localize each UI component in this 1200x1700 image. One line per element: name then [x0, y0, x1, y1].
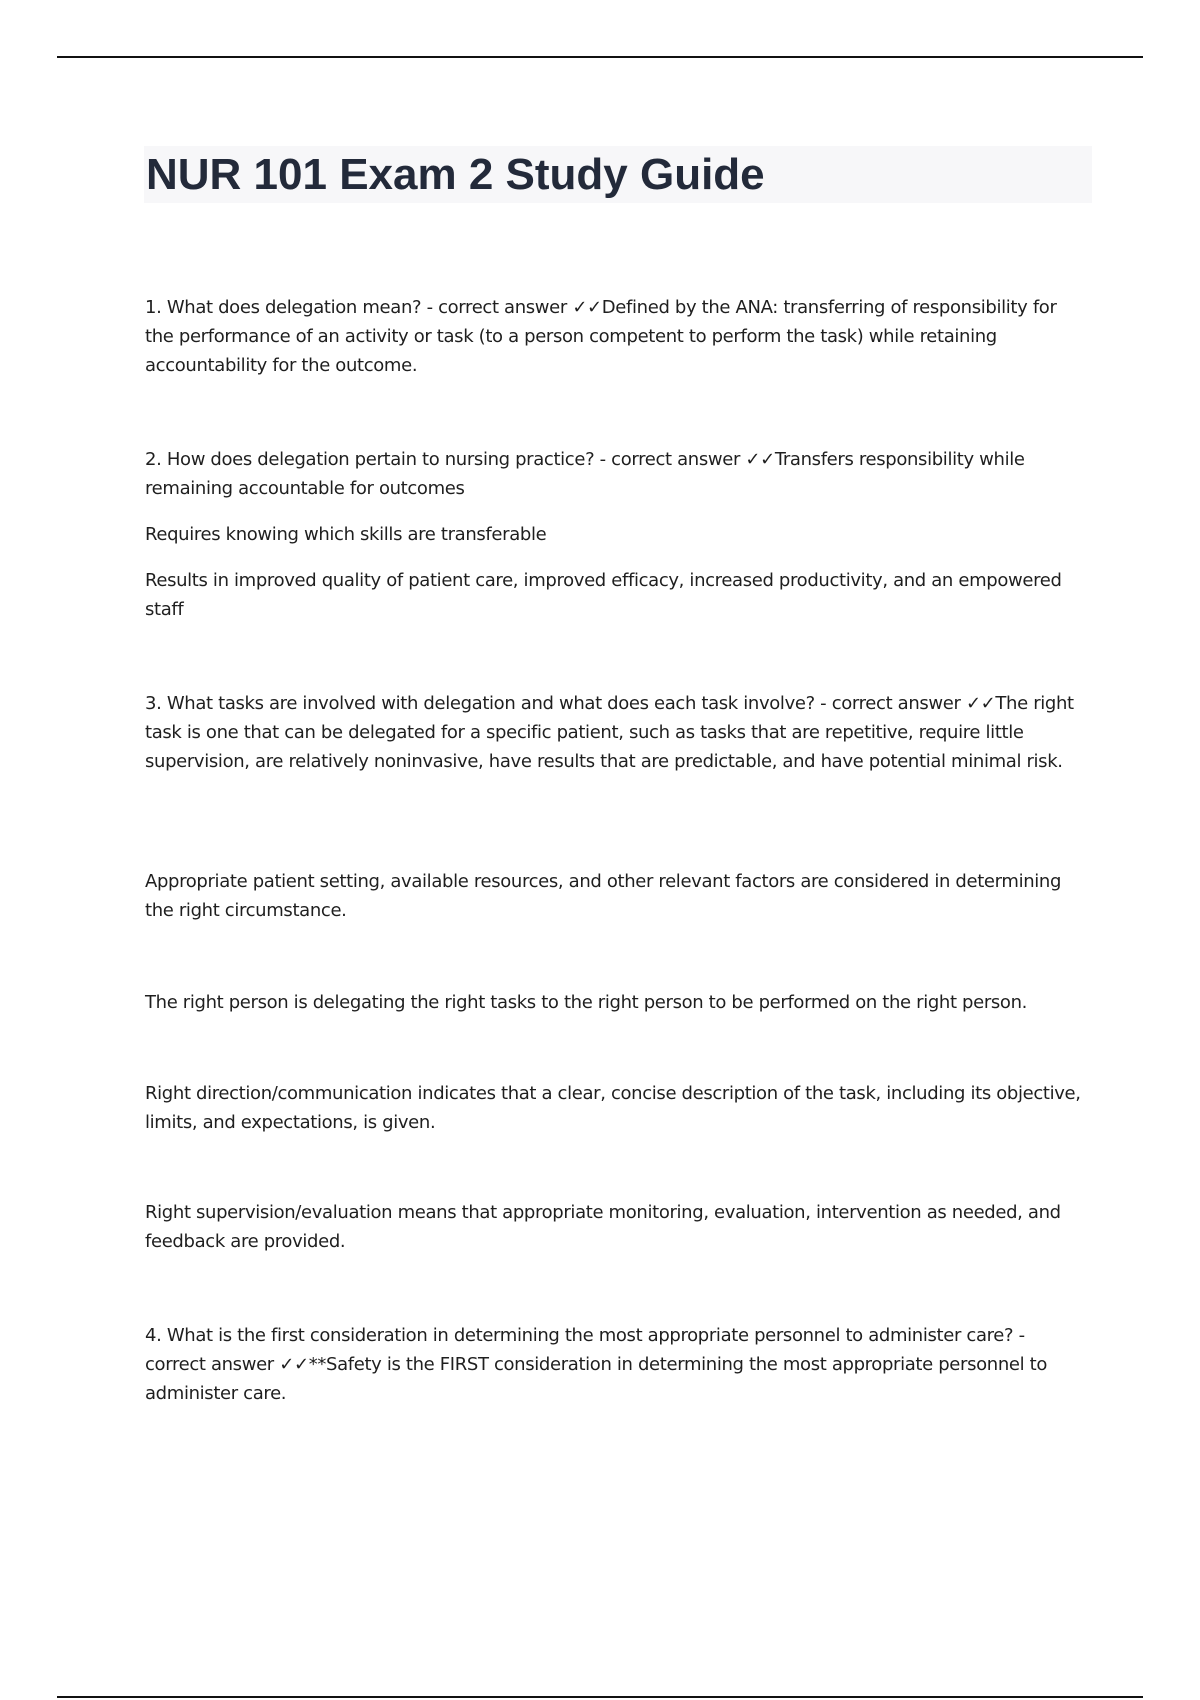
answer-paragraph-text: Appropriate patient setting, available resources, and other relevant factors are considered in determining the right circumstance.: [145, 871, 1062, 921]
checkmark-icon: ✓✓: [965, 693, 996, 714]
answer-paragraph-text: Requires knowing which skills are transferable: [145, 524, 547, 545]
answer-paragraph-text: Right supervision/evaluation means that appropriate monitoring, evaluation, intervention as needed, and feedback are provided.: [145, 1202, 1061, 1252]
checkmark-icon: ✓✓: [572, 297, 602, 318]
answer-paragraph: [145, 988, 1090, 1017]
top-divider: [57, 56, 1143, 58]
question-1-text: [145, 293, 1090, 380]
answer-paragraph-text: Results in improved quality of patient care, improved efficacy, increased productivity, and an empowered staff: [145, 570, 1062, 620]
question-4: [145, 1321, 1090, 1408]
title-banner: [144, 146, 1092, 203]
question-1-answer: Defined by the ANA: transferring of responsibility for the performance of an activity or task (to a person competent to perform the task) while retaining accountability for the outcome.: [145, 297, 1057, 376]
question-3-prompt: 3. What tasks are involved with delegation and what does each task involve? - correct answer: [145, 693, 966, 714]
question-2: [145, 445, 1090, 503]
checkmark-icon: ✓✓: [279, 1354, 309, 1375]
page-title: NUR 101 Exam 2 Study Guide: [146, 150, 765, 199]
answer-paragraph: [145, 1079, 1090, 1137]
answer-paragraph-text: Right direction/communication indicates that a clear, concise description of the task, including its objective, limits, and expectations, is given.: [145, 1083, 1081, 1133]
question-3-answer: The right task is one that can be delegated for a specific patient, such as tasks that are repetitive, require little supervision, are relatively noninvasive, have results that are predictable, and have potential minimal risk.: [145, 693, 1074, 772]
checkmark-icon: ✓✓: [745, 449, 775, 470]
answer-paragraph-text: The right person is delegating the right tasks to the right person to be performed on the right person.: [145, 992, 1028, 1013]
question-4-text: [145, 1321, 1090, 1408]
question-2-answer: Transfers responsibility while remaining accountable for outcomes: [145, 449, 1025, 499]
question-4-prompt: 4. What is the first consideration in determining the most appropriate personnel to administer care? - correct answer: [145, 1325, 1025, 1375]
question-2-text: [145, 445, 1090, 503]
answer-paragraph: [145, 867, 1090, 925]
question-1: [145, 293, 1090, 380]
question-1-prompt: 1. What does delegation mean? - correct answer: [145, 297, 573, 318]
answer-paragraph: [145, 520, 1090, 549]
question-3: [145, 689, 1090, 776]
bottom-divider: [57, 1696, 1143, 1698]
answer-paragraph: [145, 566, 1090, 624]
answer-paragraph: [145, 1198, 1090, 1256]
question-2-prompt: 2. How does delegation pertain to nursing practice? - correct answer: [145, 449, 746, 470]
question-4-answer: **Safety is the FIRST consideration in determining the most appropriate personnel to administer care.: [145, 1354, 1048, 1404]
question-3-text: [145, 689, 1090, 776]
